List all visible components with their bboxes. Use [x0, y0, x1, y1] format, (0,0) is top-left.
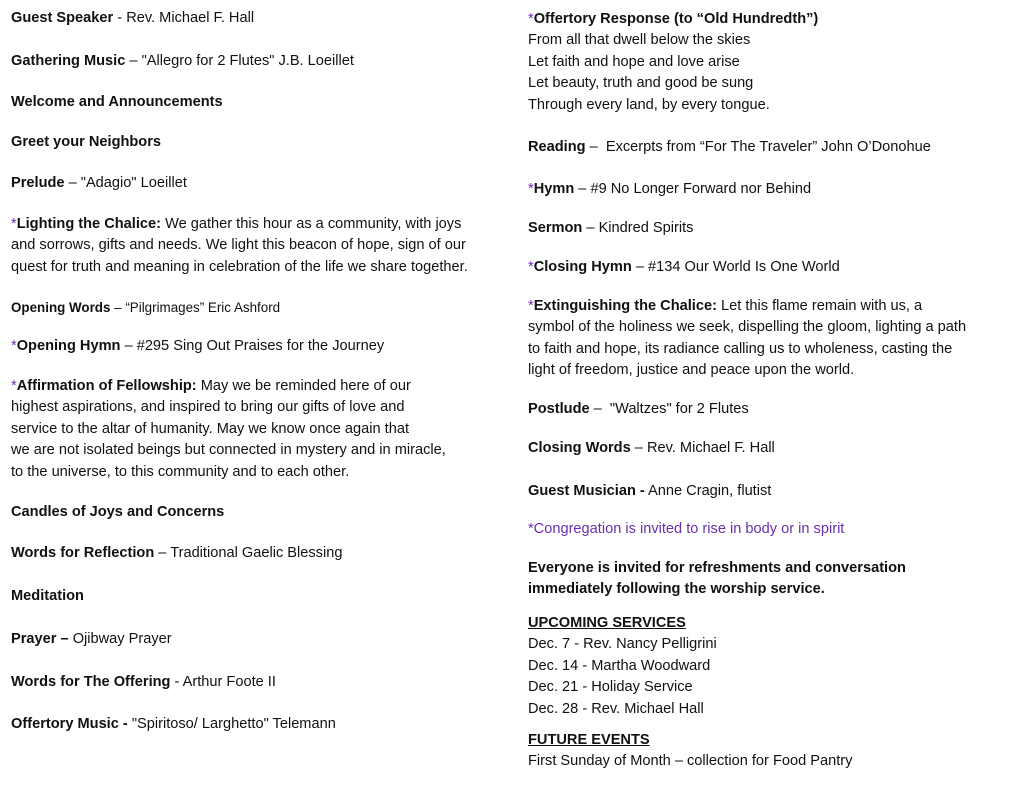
upcoming-service-1: Dec. 7 - Rev. Nancy Pelligrini: [528, 636, 717, 653]
star-marker: *: [11, 378, 17, 394]
meditation-label: Meditation: [11, 588, 84, 604]
separator: –: [154, 545, 171, 561]
affirmation-line-2: highest aspirations, and inspired to bring our gifts of love and: [11, 399, 405, 416]
prayer-label: Prayer –: [11, 631, 69, 647]
verse-line-3: Let beauty, truth and good be sung: [528, 75, 754, 92]
sermon-value: Kindred Spirits: [598, 220, 694, 236]
separator: –: [574, 181, 591, 197]
extinguishing-text: Let this flame remain with us, a: [716, 298, 923, 314]
candles-item: [11, 502, 506, 523]
affirmation-label: Affirmation of Fellowship:: [16, 378, 197, 394]
gathering-music-item: [11, 51, 506, 72]
separator: –: [120, 338, 137, 354]
guest-speaker-item: [11, 8, 506, 29]
postlude-value: "Waltzes" for 2 Flutes: [609, 401, 749, 417]
prelude-value: "Adagio" Loeillet: [80, 175, 187, 191]
words-offering-value: Arthur Foote II: [182, 674, 276, 690]
candles-label: Candles of Joys and Concerns: [11, 504, 225, 520]
welcome-item: [11, 92, 506, 113]
upcoming-services-heading: UPCOMING SERVICES: [528, 615, 686, 631]
verse-line-4: Through every land, by every tongue.: [528, 96, 770, 113]
affirmation-line-3: service to the altar of humanity. May we know once again that: [11, 420, 410, 437]
extinguishing-line-3: to faith and hope, its radiance calling us to wholeness, casting the: [528, 340, 953, 357]
star-marker: *: [528, 181, 534, 197]
separator: –: [125, 53, 142, 69]
lighting-line-1: [11, 214, 506, 235]
words-offering-label: Words for The Offering: [11, 674, 171, 690]
closing-words-value: Rev. Michael F. Hall: [646, 440, 775, 456]
lighting-line-2: and sorrows, gifts and needs. We light this beacon of hope, sign of our: [11, 237, 466, 254]
opening-words-label: Opening Words: [11, 300, 111, 315]
reading-label: Reading: [528, 139, 586, 155]
separator: -: [113, 10, 127, 26]
postlude-item: [528, 399, 1008, 420]
verse-line-2: Let faith and hope and love arise: [528, 53, 740, 70]
words-reflection-label: Words for Reflection: [11, 545, 155, 561]
closing-words-label: Closing Words: [528, 440, 631, 456]
separator: -: [170, 674, 183, 690]
opening-words-item: [11, 297, 506, 318]
extinguishing-line-1: [528, 296, 1008, 317]
offertory-response-item: [528, 9, 1008, 116]
opening-hymn-value: #295 Sing Out Praises for the Journey: [136, 338, 385, 354]
future-events-heading: FUTURE EVENTS: [528, 732, 650, 748]
affirmation-line-5: to the universe, to this community and to each other.: [11, 463, 350, 480]
sermon-item: [528, 218, 1008, 239]
extinguishing-item: [528, 296, 1008, 382]
separator: –: [630, 440, 647, 456]
lighting-text: We gather this hour as a community, with joys: [161, 216, 462, 232]
words-offering-item: [11, 672, 506, 693]
guest-musician-label: Guest Musician -: [528, 483, 645, 499]
words-reflection-item: [11, 543, 506, 564]
gathering-music-value: "Allegro for 2 Flutes" J.B. Loeillet: [141, 53, 354, 69]
refreshments-line-2: immediately following the worship service.: [528, 581, 825, 598]
affirmation-text: May we be reminded here of our: [196, 378, 411, 394]
reading-value: Excerpts from “For The Traveler” John O’Donohue: [605, 139, 931, 155]
separator: –: [582, 220, 599, 236]
welcome-label: Welcome and Announcements: [11, 94, 223, 110]
future-events: [528, 730, 1008, 773]
extinguishing-line-2: symbol of the holiness we seek, dispelling the gloom, lighting a path: [528, 319, 967, 336]
offertory-music-value: "Spiritoso/ Larghetto" Telemann: [131, 716, 336, 732]
closing-hymn-label: Closing Hymn: [533, 259, 632, 275]
hymn-item: [528, 179, 1008, 200]
upcoming-service-2: Dec. 14 - Martha Woodward: [528, 657, 711, 674]
upcoming-service-3: Dec. 21 - Holiday Service: [528, 679, 693, 696]
refreshments-line-1: Everyone is invited for refreshments and conversation: [528, 560, 906, 576]
prelude-item: [11, 173, 506, 194]
lighting-line-3: quest for truth and meaning in celebration of the life we share together.: [11, 258, 468, 275]
star-marker: *: [11, 216, 17, 232]
upcoming-services: [528, 613, 1008, 720]
star-marker: *: [528, 259, 534, 275]
guest-musician-item: [528, 481, 1008, 502]
sermon-label: Sermon: [528, 220, 583, 236]
meditation-item: [11, 586, 506, 607]
refreshments-notice: [528, 558, 1008, 601]
offertory-music-label: Offertory Music -: [11, 716, 128, 732]
guest-musician-value: Anne Cragin, flutist: [648, 483, 772, 499]
extinguishing-label: Extinguishing the Chalice:: [533, 298, 717, 314]
separator: –: [631, 259, 649, 275]
star-marker: *: [528, 298, 534, 314]
separator: –: [64, 175, 81, 191]
opening-words-value: “Pilgrimages” Eric Ashford: [125, 300, 281, 315]
lighting-label: Lighting the Chalice:: [16, 216, 162, 232]
prelude-label: Prelude: [11, 175, 65, 191]
hymn-value: #9 No Longer Forward nor Behind: [590, 181, 812, 197]
prayer-item: [11, 629, 506, 650]
guest-speaker-label: Guest Speaker: [11, 10, 114, 26]
words-reflection-value: Traditional Gaelic Blessing: [170, 545, 343, 561]
offertory-music-item: [11, 714, 506, 735]
offertory-response-label: Offertory Response (to “Old Hundredth”): [533, 11, 819, 27]
greet-item: [11, 132, 506, 153]
future-event-1: First Sunday of Month – collection for Food Pantry: [528, 753, 853, 770]
separator: –: [589, 401, 610, 417]
gathering-music-label: Gathering Music: [11, 53, 126, 69]
offertory-response-heading: [528, 9, 1008, 30]
upcoming-service-4: Dec. 28 - Rev. Michael Hall: [528, 700, 704, 717]
extinguishing-line-4: light of freedom, justice and peace upon the world.: [528, 362, 855, 379]
postlude-label: Postlude: [528, 401, 590, 417]
opening-hymn-item: [11, 336, 506, 357]
affirmation-item: [11, 376, 506, 483]
affirmation-line-4: we are not isolated beings but connected in mystery and in miracle,: [11, 442, 446, 459]
affirmation-line-1: [11, 376, 506, 397]
lighting-chalice-item: [11, 214, 506, 278]
opening-hymn-label: Opening Hymn: [16, 338, 121, 354]
reading-item: [528, 137, 1008, 158]
closing-hymn-value: #134 Our World Is One World: [648, 259, 840, 275]
separator: –: [585, 139, 606, 155]
hymn-label: Hymn: [533, 181, 575, 197]
separator: –: [110, 300, 126, 315]
prayer-value: Ojibway Prayer: [72, 631, 172, 647]
star-marker: *: [11, 338, 17, 354]
verse-line-1: From all that dwell below the skies: [528, 32, 751, 49]
guest-speaker-value: Rev. Michael F. Hall: [126, 10, 255, 26]
closing-words-item: [528, 438, 1008, 459]
greet-label: Greet your Neighbors: [11, 134, 162, 150]
closing-hymn-item: [528, 257, 1008, 278]
star-marker: *: [528, 11, 534, 27]
congregation-note: *Congregation is invited to rise in body or in spirit: [528, 521, 845, 537]
